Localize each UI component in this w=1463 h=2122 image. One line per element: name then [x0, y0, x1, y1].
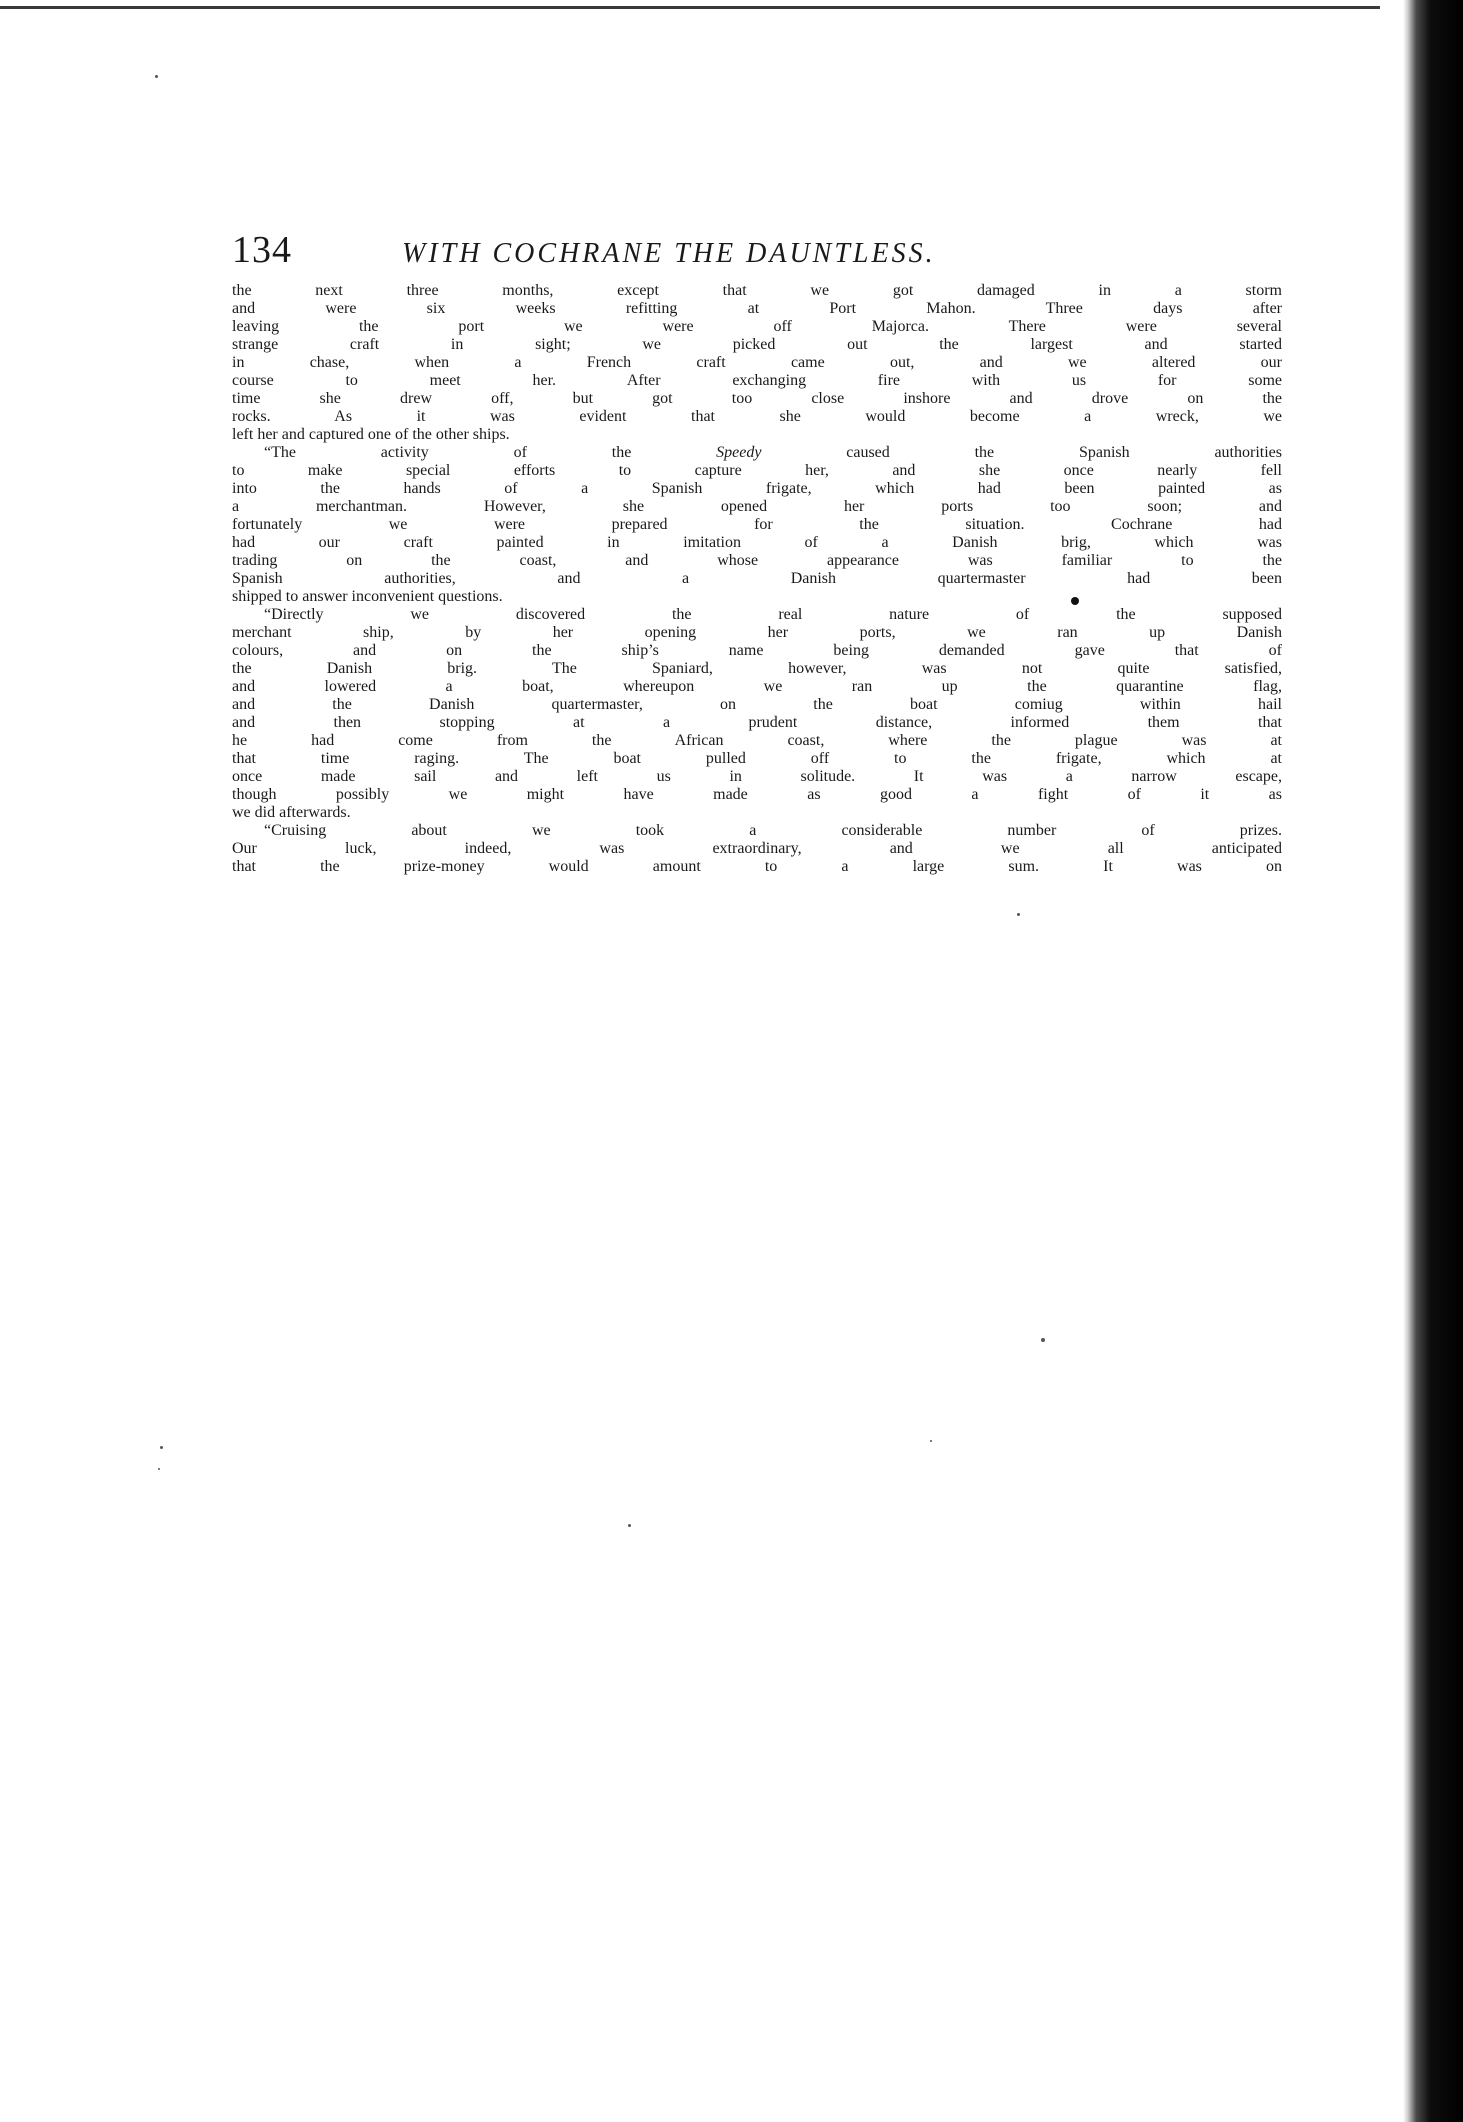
- text-line: course to meet her. After exchanging fire with us for some: [232, 372, 1282, 389]
- scan-speck: [930, 1440, 932, 1442]
- text-run: “The activity of the: [264, 444, 717, 461]
- text-line: we did afterwards.: [232, 804, 351, 821]
- text-line: that the prize-money would amount to a large sum. It was on: [232, 858, 1282, 875]
- top-edge-rule: [0, 6, 1380, 9]
- text-line: strange craft in sight; we picked out the largest and started: [232, 336, 1282, 353]
- scan-speck: [1041, 1338, 1045, 1342]
- text-run: caused the Spanish authorities: [761, 444, 1282, 461]
- text-line: [232, 444, 1282, 462]
- text-line: and then stopping at a prudent distance, informed them that: [232, 714, 1282, 731]
- text-line: shipped to answer inconvenient questions.: [232, 588, 503, 605]
- text-line: “Directly we discovered the real nature of the supposed: [264, 606, 1282, 623]
- body-text: [232, 282, 1282, 876]
- text-line: the Danish brig. The Spaniard, however, was not quite satisfied,: [232, 660, 1282, 677]
- text-line: had our craft painted in imitation of a Danish brig, which was: [232, 534, 1282, 551]
- text-line: Spanish authorities, and a Danish quartermaster had been: [232, 570, 1282, 587]
- text-line: that time raging. The boat pulled off to the frigate, which at: [232, 750, 1282, 767]
- scan-speck: [160, 1446, 163, 1449]
- scan-speck: [628, 1524, 631, 1527]
- running-title: WITH COCHRANE THE DAUNTLESS.: [402, 238, 936, 269]
- text-line: once made sail and left us in solitude. It was a narrow escape,: [232, 768, 1282, 785]
- text-line: in chase, when a French craft came out, and we altered our: [232, 354, 1282, 371]
- paragraph-4: [232, 822, 1282, 876]
- text-line: “Cruising about we took a considerable number of prizes.: [264, 822, 1282, 839]
- text-line: leaving the port we were off Majorca. There were several: [232, 318, 1282, 335]
- text-line: merchant ship, by her opening her ports, we ran up Danish: [232, 624, 1282, 641]
- text-line: and were six weeks refitting at Port Mahon. Three days after: [232, 300, 1282, 317]
- text-line: to make special efforts to capture her, and she once nearly fell: [232, 462, 1282, 479]
- text-line: and the Danish quartermaster, on the boat comiug within hail: [232, 696, 1282, 713]
- text-line: colours, and on the ship’s name being demanded gave that of: [232, 642, 1282, 659]
- paragraph-1: [232, 282, 1282, 444]
- text-line: left her and captured one of the other ships.: [232, 426, 510, 443]
- page-number: 134: [232, 229, 292, 271]
- ship-name-italic: Speedy: [716, 444, 762, 461]
- text-line: Our luck, indeed, was extraordinary, and we all anticipated: [232, 840, 1282, 857]
- scan-speck: [1017, 913, 1020, 916]
- book-page: [232, 228, 1282, 876]
- text-line: and lowered a boat, whereupon we ran up the quarantine flag,: [232, 678, 1282, 695]
- page-edge-shadow: [1403, 0, 1463, 2122]
- scan-speck: [158, 1468, 160, 1470]
- running-head: [232, 228, 1282, 276]
- text-line: a merchantman. However, she opened her ports too soon; and: [232, 498, 1282, 515]
- text-line: though possibly we might have made as good a fight of it as: [232, 786, 1282, 803]
- text-line: time she drew off, but got too close inshore and drove on the: [232, 390, 1282, 407]
- paragraph-2: [232, 444, 1282, 606]
- text-line: the next three months, except that we got damaged in a storm: [232, 282, 1282, 299]
- text-line: he had come from the African coast, where the plague was at: [232, 732, 1282, 749]
- paragraph-3: [232, 606, 1282, 822]
- text-line: rocks. As it was evident that she would become a wreck, we: [232, 408, 1282, 425]
- text-line: into the hands of a Spanish frigate, which had been painted as: [232, 480, 1282, 497]
- text-line: fortunately we were prepared for the situation. Cochrane had: [232, 516, 1282, 533]
- text-line: trading on the coast, and whose appearance was familiar to the: [232, 552, 1282, 569]
- scan-speck: [155, 75, 158, 78]
